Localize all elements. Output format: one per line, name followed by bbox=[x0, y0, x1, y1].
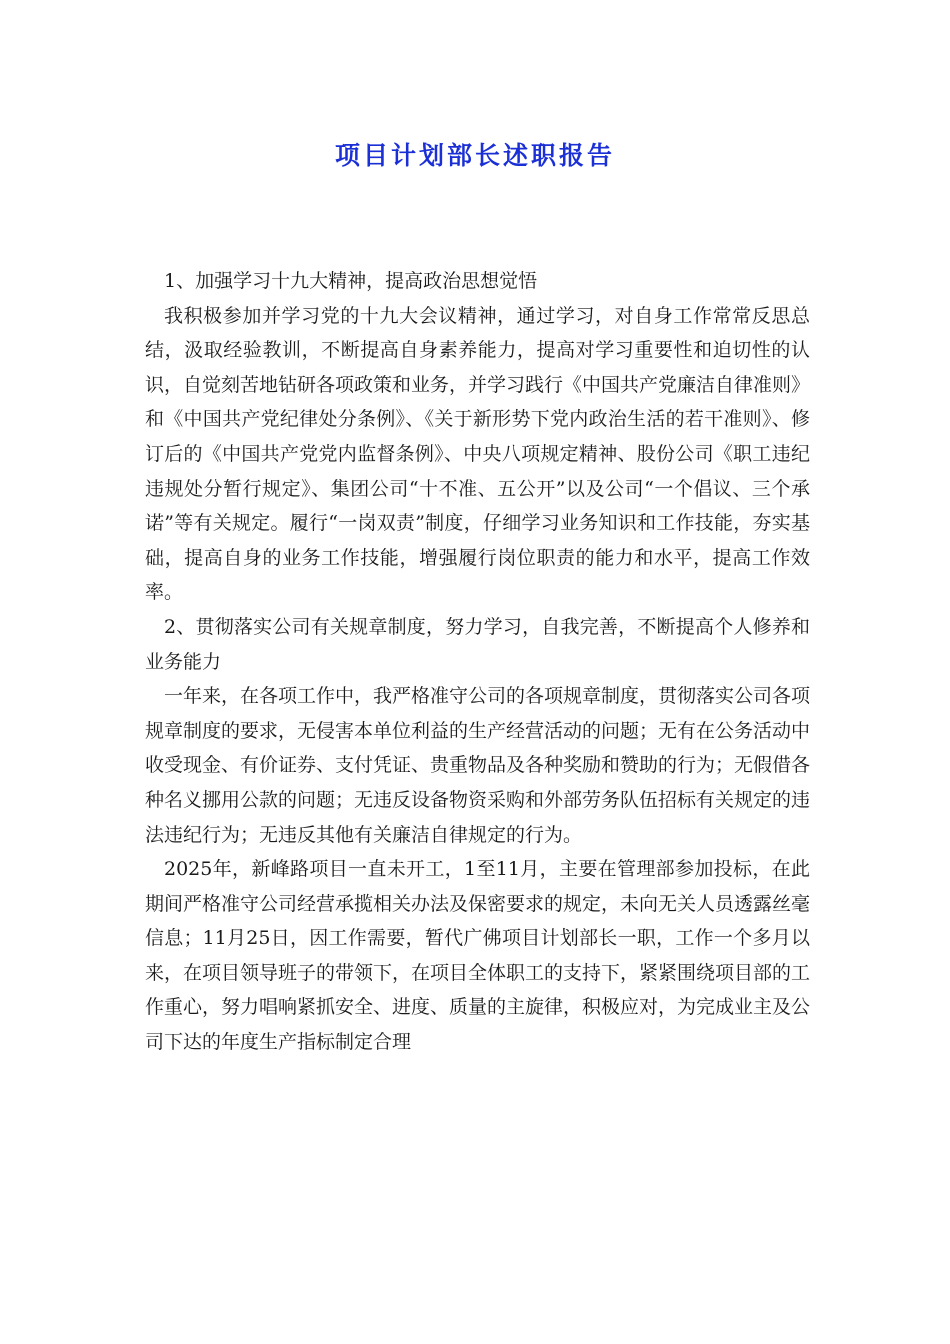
paragraph: 2025年，新峰路项目一直未开工，1至11月，主要在管理部参加投标，在此期间严格准守公司经营承揽相关办法及保密要求的规定，未向无关人员透露丝毫信息；11月25日，因工作需要，暂代广佛项目计划部长一职，工作一个多月以来，在项目领导班子的带领下，在项目全体职工的支持下，紧紧围绕项目部的工作重心，努力唱响紧抓安全、进度、质量的主旋律，积极应对，为完成业主及公司下达的年度生产指标制定合理 bbox=[145, 858, 811, 1054]
section-heading-1: 1、加强学习十九大精神，提高政治思想觉悟 bbox=[164, 270, 538, 292]
document-body bbox=[145, 264, 810, 1060]
section-heading-2: 2、贯彻落实公司有关规章制度，努力学习，自我完善，不断提高个人修养和业务能力 bbox=[145, 615, 810, 673]
paragraph: 一年来，在各项工作中，我严格准守公司的各项规章制度，贯彻落实公司各项规章制度的要求，无侵害本单位利益的生产经营活动的问题；无有在公务活动中收受现金、有价证券、支付凭证、贵重物品及各种奖励和赞助的行为；无假借各种名义挪用公款的问题；无违反设备物资采购和外部劳务队伍招标有关规定的违法违纪行为；无违反其他有关廉洁自律规定的行为。 bbox=[145, 685, 811, 846]
paragraph: 我积极参加并学习党的十九大会议精神，通过学习，对自身工作常常反思总结，汲取经验教训，不断提高自身素养能力，提高对学习重要性和迫切性的认识，自觉刻苦地钻研各项政策和业务，并学习践行《中国共产党廉洁自律准则》和《中国共产党纪律处分条例》、《关于新形势下党内政治生活的若干准则》、修订后的《中国共产党党内监督条例》、中央八项规定精神、股份公司《职工违纪违规处分暂行规定》、集团公司“十不准、五公开”以及公司“一个倡议、三个承诺”等有关规定。履行“一岗双责”制度，仔细学习业务知识和工作技能，夯实基础，提高自身的业务工作技能，增强履行岗位职责的能力和水平，提高工作效率。 bbox=[145, 304, 811, 604]
document-title: 项目计划部长述职报告 bbox=[334, 141, 615, 170]
